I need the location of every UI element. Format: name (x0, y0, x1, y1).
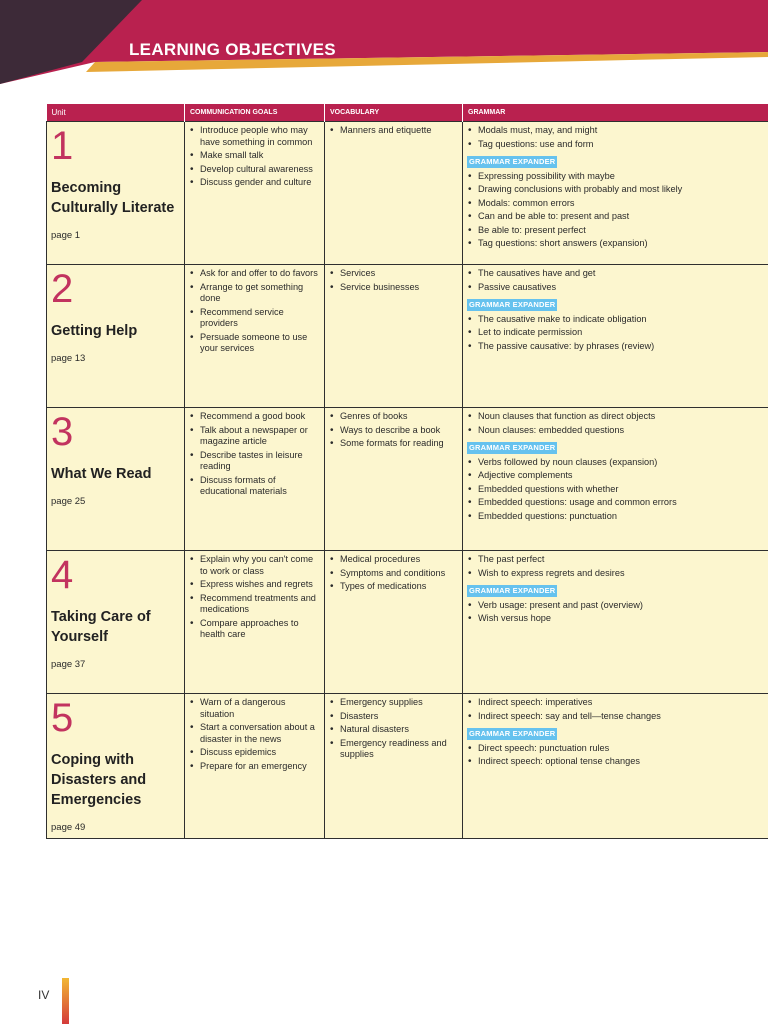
goal-item: • Prepare for an emergency (189, 761, 320, 773)
goal-list (189, 411, 320, 498)
goal-list (189, 554, 320, 641)
grammar-expander-item: • Verbs followed by noun clauses (expansion) (467, 457, 764, 469)
grammar-cell (463, 265, 768, 408)
grammar-expander-item: • Embedded questions with whether (467, 484, 764, 496)
unit-title: Coping with Disasters and Emergencies (51, 752, 147, 808)
vocabulary-item: • Ways to describe a book (329, 425, 458, 437)
grammar-expander-item: • Can and be able to: present and past (467, 211, 764, 223)
grammar-expander-item: • Expressing possibility with maybe (467, 171, 764, 183)
unit-title: Taking Care of Yourself (51, 609, 151, 645)
grammar-expander-list (467, 600, 764, 625)
footer-accent-bar (62, 978, 69, 1024)
vocabulary-cell (325, 694, 463, 839)
grammar-expander-item: • Tag questions: short answers (expansion) (467, 238, 764, 250)
grammar-expander-item: • Embedded questions: usage and common errors (467, 497, 764, 509)
vocabulary-item: • Emergency supplies (329, 697, 458, 709)
vocabulary-item: • Emergency readiness and supplies (329, 738, 458, 761)
goal-item: • Discuss gender and culture (189, 177, 320, 189)
vocabulary-item: • Service businesses (329, 282, 458, 294)
grammar-expander-item: • Indirect speech: optional tense changes (467, 756, 764, 768)
goal-item: • Discuss formats of educational materials (189, 475, 320, 498)
unit-number: 1 (51, 124, 74, 168)
grammar-item: • Passive causatives (467, 282, 764, 294)
banner-graphic (0, 0, 768, 90)
vocabulary-item: • Medical procedures (329, 554, 458, 566)
grammar-expander-item: • Modals: common errors (467, 198, 764, 210)
grammar-expander-badge: GRAMMAR EXPANDER (469, 586, 556, 595)
communication-goals-cell (185, 551, 325, 694)
goal-item: • Introduce people who may have something in common (189, 125, 320, 148)
grammar-item: • Wish to express regrets and desires (467, 568, 764, 580)
goal-item: • Talk about a newspaper or magazine article (189, 425, 320, 448)
goal-item: • Make small talk (189, 150, 320, 162)
unit-page-ref: page 49 (51, 822, 86, 833)
unit-title: Becoming Culturally Literate (51, 180, 175, 216)
unit-cell (47, 122, 185, 265)
unit-page-ref: page 13 (51, 353, 86, 364)
unit-number: 3 (51, 410, 74, 454)
unit-title: Getting Help (51, 323, 138, 339)
col-header-vocabulary: VOCABULARY (325, 104, 463, 122)
goal-item: • Recommend a good book (189, 411, 320, 423)
goal-item: • Persuade someone to use your services (189, 332, 320, 355)
grammar-cell (463, 408, 768, 551)
communication-goals-cell (185, 694, 325, 839)
page-title: LEARNING OBJECTIVES (129, 40, 336, 59)
vocabulary-item: • Manners and etiquette (329, 125, 458, 137)
page-number: IV (38, 988, 50, 1002)
table-row (47, 551, 768, 694)
table-row (47, 122, 768, 265)
grammar-list (467, 411, 764, 436)
grammar-list (467, 697, 764, 722)
goal-item: • Express wishes and regrets (189, 579, 320, 591)
unit-page-ref: page 37 (51, 659, 86, 670)
unit-cell (47, 551, 185, 694)
table-header-row (47, 104, 768, 122)
goal-list (189, 697, 320, 772)
grammar-expander-item: • Direct speech: punctuation rules (467, 743, 764, 755)
grammar-expander-item: • Be able to: present perfect (467, 225, 764, 237)
col-header-grammar: GRAMMAR (463, 104, 768, 122)
goal-item: • Warn of a dangerous situation (189, 697, 320, 720)
goal-item: • Recommend treatments and medications (189, 593, 320, 616)
vocabulary-item: • Some formats for reading (329, 438, 458, 450)
communication-goals-cell (185, 408, 325, 551)
grammar-item: • Noun clauses: embedded questions (467, 425, 764, 437)
grammar-item: • Noun clauses that function as direct objects (467, 411, 764, 423)
unit-number: 5 (51, 696, 74, 740)
grammar-item: • Indirect speech: imperatives (467, 697, 764, 709)
grammar-expander-item: • Drawing conclusions with probably and most likely (467, 184, 764, 196)
grammar-cell (463, 694, 768, 839)
vocabulary-cell (325, 408, 463, 551)
goal-item: • Start a conversation about a disaster in the news (189, 722, 320, 745)
communication-goals-cell (185, 265, 325, 408)
unit-cell (47, 265, 185, 408)
grammar-item: • The past perfect (467, 554, 764, 566)
table-row (47, 265, 768, 408)
goal-item: • Explain why you can't come to work or class (189, 554, 320, 577)
grammar-expander-list (467, 314, 764, 353)
table-body (47, 122, 768, 839)
grammar-list (467, 554, 764, 579)
vocabulary-list (329, 554, 458, 593)
goal-item: • Ask for and offer to do favors (189, 268, 320, 280)
unit-number: 4 (51, 553, 74, 597)
vocabulary-cell (325, 551, 463, 694)
vocabulary-cell (325, 265, 463, 408)
col-header-unit: Unit (47, 104, 185, 122)
vocabulary-list (329, 268, 458, 293)
unit-title: What We Read (51, 466, 152, 482)
vocabulary-item: • Disasters (329, 711, 458, 723)
vocabulary-item: • Services (329, 268, 458, 280)
grammar-item: • Modals must, may, and might (467, 125, 764, 137)
communication-goals-cell (185, 122, 325, 265)
grammar-expander-badge: GRAMMAR EXPANDER (469, 729, 556, 738)
grammar-expander-list (467, 171, 764, 250)
goal-item: • Describe tastes in leisure reading (189, 450, 320, 473)
grammar-expander-item: • The passive causative: by phrases (review) (467, 341, 764, 353)
unit-cell (47, 408, 185, 551)
grammar-expander-badge: GRAMMAR EXPANDER (469, 157, 556, 166)
goal-item: • Compare approaches to health care (189, 618, 320, 641)
unit-cell (47, 694, 185, 839)
goal-item: • Arrange to get something done (189, 282, 320, 305)
goal-list (189, 125, 320, 189)
vocabulary-list (329, 411, 458, 450)
vocabulary-item: • Types of medications (329, 581, 458, 593)
table-row (47, 408, 768, 551)
grammar-expander-badge: GRAMMAR EXPANDER (469, 443, 556, 452)
grammar-expander-item: • Embedded questions: punctuation (467, 511, 764, 523)
grammar-list (467, 268, 764, 293)
grammar-expander-item: • Wish versus hope (467, 613, 764, 625)
table-row (47, 694, 768, 839)
objectives-table (46, 104, 768, 839)
grammar-expander-item: • Adjective complements (467, 470, 764, 482)
unit-page-ref: page 25 (51, 496, 86, 507)
vocabulary-cell (325, 122, 463, 265)
grammar-list (467, 125, 764, 150)
grammar-item: • Indirect speech: say and tell—tense changes (467, 711, 764, 723)
vocabulary-list (329, 697, 458, 761)
unit-page-ref: page 1 (51, 230, 81, 241)
grammar-expander-list (467, 743, 764, 768)
goal-item: • Develop cultural awareness (189, 164, 320, 176)
goal-item: • Recommend service providers (189, 307, 320, 330)
header-banner (0, 0, 768, 90)
goal-item: • Discuss epidemics (189, 747, 320, 759)
grammar-expander-item: • Verb usage: present and past (overview) (467, 600, 764, 612)
vocabulary-item: • Natural disasters (329, 724, 458, 736)
grammar-expander-badge: GRAMMAR EXPANDER (469, 300, 556, 309)
goal-list (189, 268, 320, 355)
grammar-cell (463, 122, 768, 265)
unit-number: 2 (51, 267, 74, 311)
vocabulary-item: • Symptoms and conditions (329, 568, 458, 580)
grammar-expander-list (467, 457, 764, 523)
grammar-item: • The causatives have and get (467, 268, 764, 280)
grammar-expander-item: • Let to indicate permission (467, 327, 764, 339)
grammar-expander-item: • The causative make to indicate obligation (467, 314, 764, 326)
vocabulary-item: • Genres of books (329, 411, 458, 423)
vocabulary-list (329, 125, 458, 137)
grammar-cell (463, 551, 768, 694)
col-header-communication-goals: COMMUNICATION GOALS (185, 104, 325, 122)
grammar-item: • Tag questions: use and form (467, 139, 764, 151)
